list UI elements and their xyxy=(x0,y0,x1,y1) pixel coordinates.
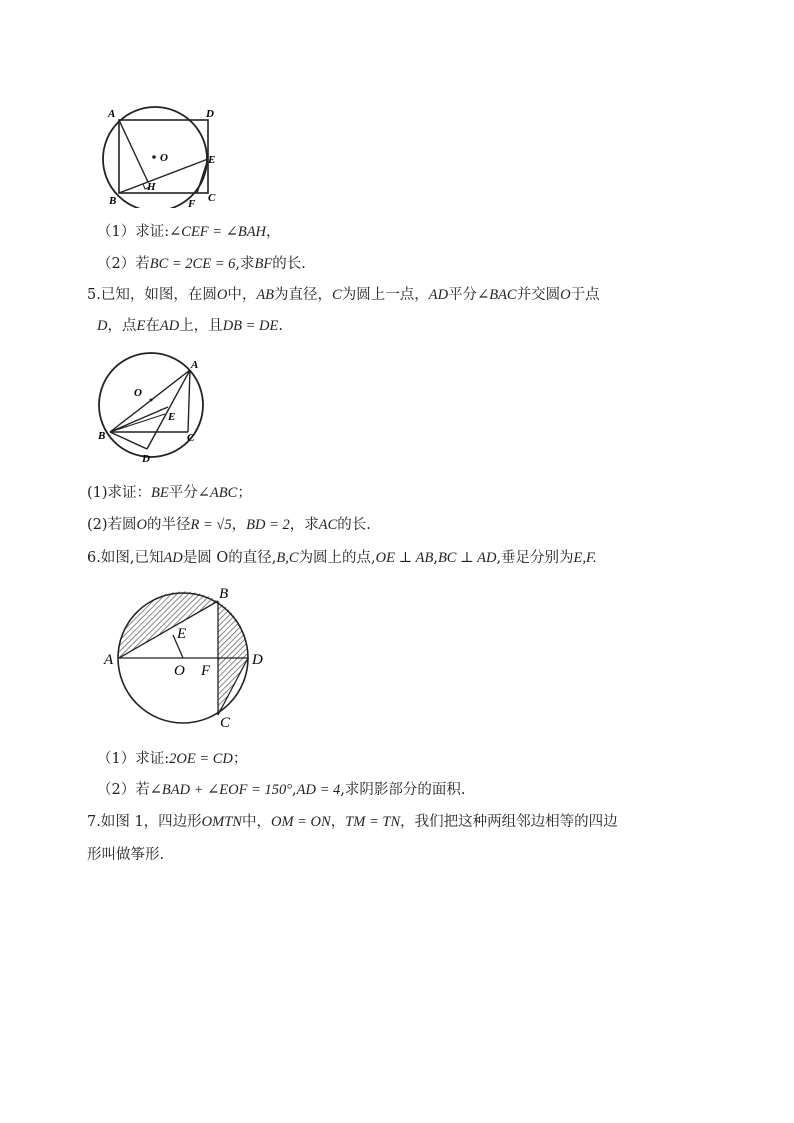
label-d: D xyxy=(142,453,150,465)
shaded-region-ab xyxy=(119,591,218,658)
q4-part2: （2）若BC = 2CE = 6,求BF的长. xyxy=(97,256,306,272)
center-dot xyxy=(152,155,156,159)
q4-part1: （1）求证:∠CEF = ∠BAH， xyxy=(97,224,281,240)
label-a: A xyxy=(104,652,114,668)
segment-ah xyxy=(119,120,148,182)
label-f: F xyxy=(188,198,196,208)
shaded-region-bd xyxy=(218,601,248,658)
figure-circle-shaded xyxy=(98,582,276,732)
label-b: B xyxy=(109,195,117,207)
label-c: C xyxy=(187,432,195,444)
label-o: O xyxy=(160,152,168,164)
segment-be xyxy=(119,159,208,193)
q5-line2: D，点E在AD上，且DB = DE. xyxy=(97,318,283,334)
label-o: O xyxy=(174,663,185,679)
label-c: C xyxy=(220,715,231,731)
q7-line2: 形叫做筝形. xyxy=(87,847,165,863)
label-a: A xyxy=(191,359,199,371)
label-c: C xyxy=(208,192,216,204)
q5-line1: 5.已知，如图，在圆O中，AB为直径，C为圆上一点，AD平分∠BAC并交圆O于点 xyxy=(87,287,600,303)
figure-circle-square xyxy=(100,103,225,208)
label-e: E xyxy=(168,411,176,423)
label-f: F xyxy=(201,663,211,679)
q5-part2: (2)若圆O的半径R = √5，BD = 2，求AC的长. xyxy=(87,517,371,533)
figure-circle-triangle xyxy=(92,350,214,468)
label-b: B xyxy=(98,430,106,442)
label-d: D xyxy=(206,108,214,120)
q5-part1: (1)求证：BE平分∠ABC； xyxy=(87,485,252,501)
label-b: B xyxy=(219,586,229,602)
label-h: H xyxy=(147,181,156,193)
label-e: E xyxy=(208,154,216,166)
segment-ac xyxy=(188,370,190,432)
center-dot xyxy=(150,399,153,402)
segment-bd xyxy=(110,432,147,449)
label-e: E xyxy=(177,626,187,642)
label-d: D xyxy=(252,652,263,668)
segment-be2 xyxy=(110,414,165,432)
q6-line1: 6.如图,已知AD是圆 O的直径,B,C为圆上的点,OE ⊥ AB,BC ⊥ AD,垂足分别为E,F. xyxy=(87,550,597,566)
segment-be xyxy=(110,407,168,432)
q6-part1: （1）求证:2OE = CD； xyxy=(97,751,248,767)
q6-part2: （2）若∠BAD + ∠EOF = 150°,AD = 4,求阴影部分的面积. xyxy=(97,782,466,798)
segment-ef xyxy=(197,159,208,193)
q7-line1: 7.如图 1，四边形OMTN中，OM = ON，TM = TN，我们把这种两组邻边相等的四边 xyxy=(87,814,618,830)
label-o: O xyxy=(134,387,142,399)
label-a: A xyxy=(108,108,116,120)
segment-ad xyxy=(147,370,190,449)
